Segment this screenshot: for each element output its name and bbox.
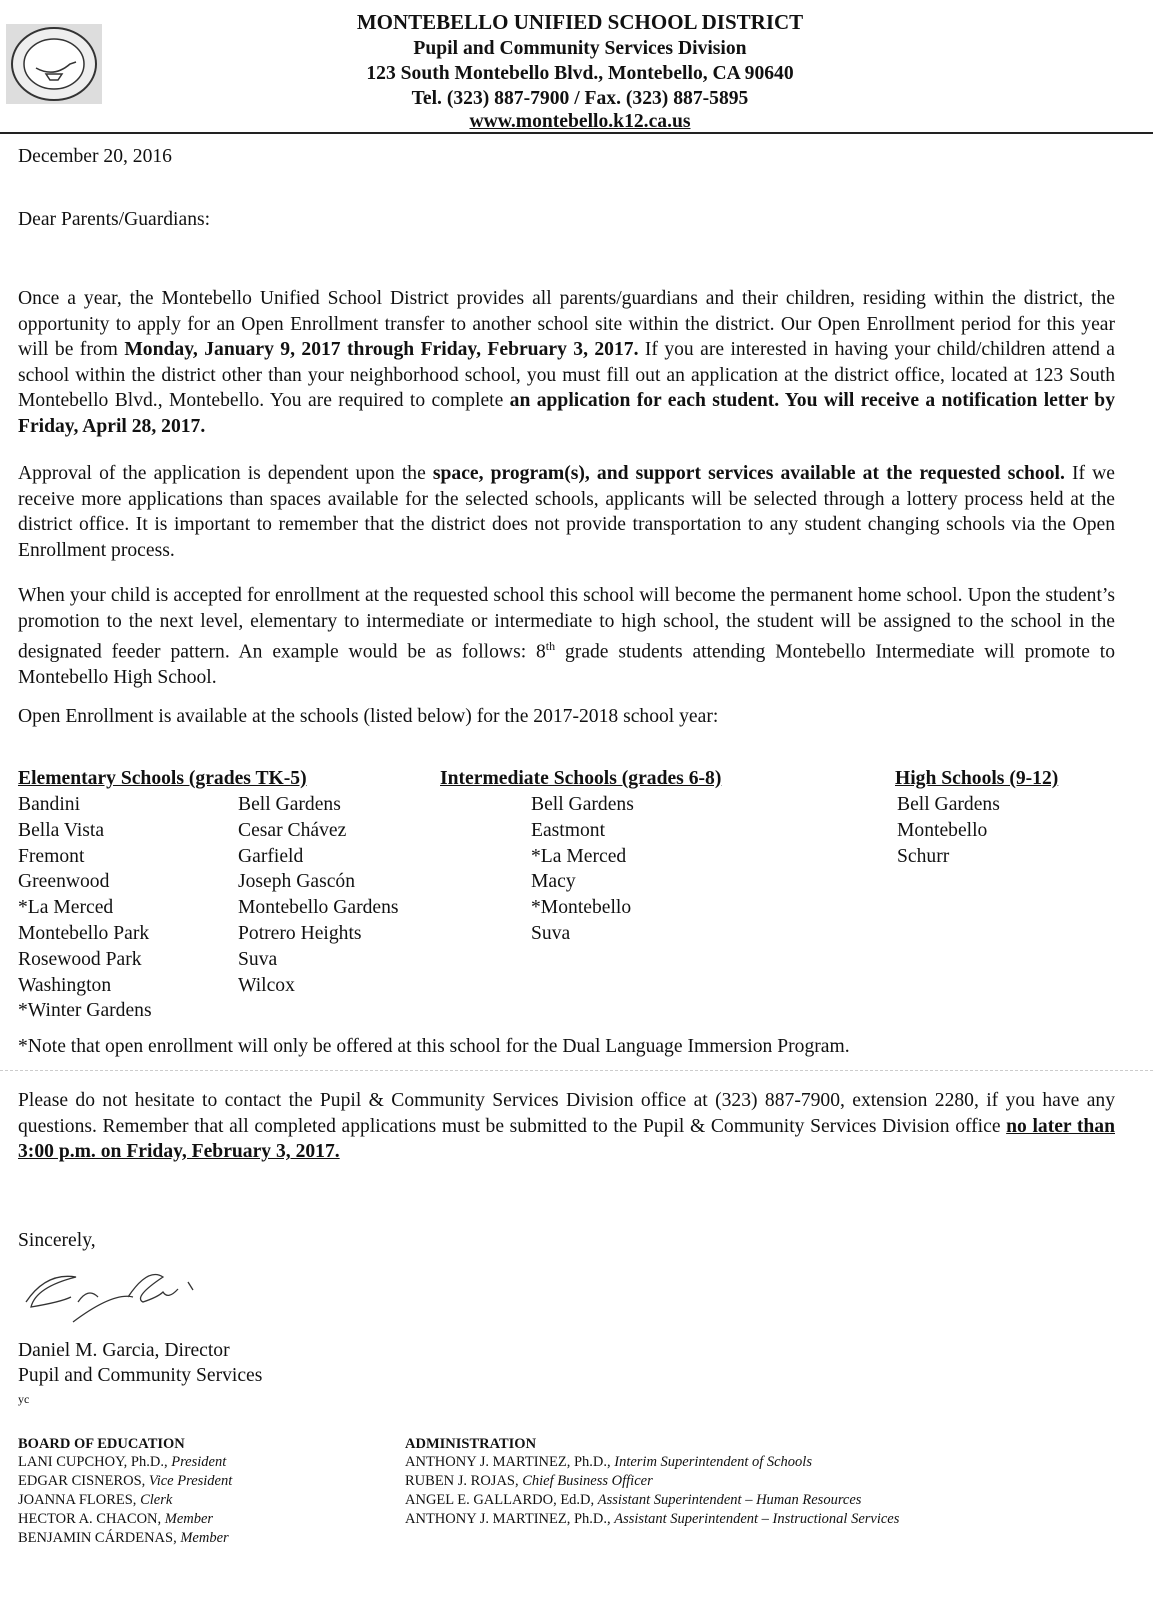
list-item: Suva: [238, 948, 278, 970]
list-item: Montebello: [897, 819, 988, 841]
paragraph-contact: Please do not hesitate to contact the Pupil & Community Services Division office at (323) 887-7900, extension 2280, if you have any questions. Remember that all completed applications must be submitted to the Pupil & Community Services Division office no later than 3:00 p.m. on Friday, February 3, 2017.: [18, 1090, 1115, 1163]
closing: Sincerely,: [18, 1230, 96, 1251]
list-item: Bell Gardens: [531, 794, 634, 815]
list-item: Bell Gardens: [238, 794, 341, 815]
typist-initials: yc: [18, 1392, 30, 1406]
district-address: 123 South Montebello Blvd., Montebello, CA 90640: [366, 63, 794, 84]
salutation: Dear Parents/Guardians:: [18, 209, 211, 230]
division-name: Pupil and Community Services Division: [413, 38, 747, 59]
board-member: HECTOR A. CHACON, Member: [18, 1511, 214, 1527]
elementary-list-1: [18, 792, 152, 1024]
elementary-list-2: [238, 792, 399, 998]
board-member: JOANNA FLORES, Clerk: [18, 1492, 173, 1508]
admin-member: ANGEL E. GALLARDO, Ed.D, Assistant Superintendent – Human Resources: [405, 1492, 862, 1508]
dual-language-note: *Note that open enrollment will only be offered at this school for the Dual Language Immersion Program.: [18, 1036, 850, 1057]
admin-heading: ADMINISTRATION: [405, 1436, 537, 1452]
elementary-heading: Elementary Schools (grades TK-5): [18, 768, 307, 789]
district-phone: Tel. (323) 887-7900 / Fax. (323) 887-5895: [411, 88, 749, 109]
paragraph-enrollment-period: Once a year, the Montebello Unified School District provides all parents/guardians and their children, residing within the district, the opportunity to apply for an Open Enrollment transfer to another school site within the district. Our Open Enrollment period for this year will be from Monday, January 9, 2017 through Friday, February 3, 2017. If you are interested in having your child/children attend a school within the district other than your neighborhood school, you must fill out an application at the district office, located at 123 South Montebello Blvd., Montebello. You are required to complete an application for each student. You will receive a notification letter by Friday, April 28, 2017.: [18, 288, 1115, 437]
list-item: Macy: [531, 871, 576, 893]
board-member: EDGAR CISNEROS, Vice President: [18, 1473, 233, 1489]
list-item: Bandini: [18, 794, 81, 815]
intermediate-list: [531, 792, 634, 947]
list-item: Potrero Heights: [238, 922, 362, 944]
high-list: [897, 792, 1000, 869]
district-name: MONTEBELLO UNIFIED SCHOOL DISTRICT: [356, 10, 804, 34]
list-item: Garfield: [238, 845, 304, 867]
letter-date: December 20, 2016: [18, 146, 172, 167]
list-item: Suva: [531, 922, 571, 944]
list-item: *La Merced: [531, 845, 627, 867]
divider: [0, 1070, 1153, 1071]
paragraph-home-school: When your child is accepted for enrollment at the requested school this school will become the permanent home school. Upon the student’s promotion to the next level, elementary to intermediate or intermediate to high school, the student will be assigned to the school in the designated feeder pattern. An example would be as follows: 8th grade students attending Montebello Intermediate will promote to Montebello High School.: [18, 585, 1115, 689]
list-item: Bella Vista: [18, 819, 105, 841]
list-item: Greenwood: [18, 871, 110, 893]
admin-member: RUBEN J. ROJAS, Chief Business Officer: [405, 1473, 653, 1489]
paragraph-approval: Approval of the application is dependent upon the space, program(s), and support services available at the requested school. If we receive more applications than spaces available for the selected schools, applicants will be selected through a lottery process held at the district office. It is important to remember that the district does not provide transportation to any student changing schools via the Open Enrollment process.: [18, 463, 1115, 561]
list-item: Eastmont: [531, 819, 606, 841]
board-of-education: [18, 1436, 232, 1548]
administration: [405, 1436, 899, 1529]
list-item: Bell Gardens: [897, 794, 1000, 815]
signature: [18, 1262, 238, 1338]
district-website-link[interactable]: www.montebello.k12.ca.us: [469, 111, 691, 132]
board-member: BENJAMIN CÁRDENAS, Member: [18, 1530, 229, 1546]
high-heading: High Schools (9-12): [895, 768, 1059, 789]
board-heading: BOARD OF EDUCATION: [18, 1436, 185, 1452]
schools-intro: Open Enrollment is available at the schools (listed below) for the 2017-2018 school year:: [18, 706, 719, 727]
list-item: *La Merced: [18, 897, 114, 919]
list-item: *Winter Gardens: [18, 1000, 152, 1022]
list-item: Fremont: [18, 845, 85, 867]
signer-department: Pupil and Community Services: [18, 1365, 263, 1386]
list-item: Schurr: [897, 845, 950, 867]
intermediate-heading: Intermediate Schools (grades 6-8): [440, 768, 722, 789]
admin-member: ANTHONY J. MARTINEZ, Ph.D., Interim Superintendent of Schools: [405, 1454, 812, 1470]
list-item: Wilcox: [238, 974, 295, 996]
header-divider: [0, 132, 1153, 134]
district-seal-logo: [6, 24, 102, 104]
list-item: *Montebello: [531, 897, 632, 919]
list-item: Montebello Park: [18, 922, 150, 944]
list-item: Rosewood Park: [18, 948, 142, 970]
signer-name: Daniel M. Garcia, Director: [18, 1340, 230, 1361]
list-item: Cesar Chávez: [238, 819, 347, 841]
admin-member: ANTHONY J. MARTINEZ, Ph.D., Assistant Superintendent – Instructional Services: [405, 1511, 900, 1527]
board-member: LANI CUPCHOY, Ph.D., President: [18, 1454, 227, 1470]
list-item: Joseph Gascón: [238, 871, 355, 893]
list-item: Washington: [18, 974, 112, 996]
list-item: Montebello Gardens: [238, 897, 399, 919]
